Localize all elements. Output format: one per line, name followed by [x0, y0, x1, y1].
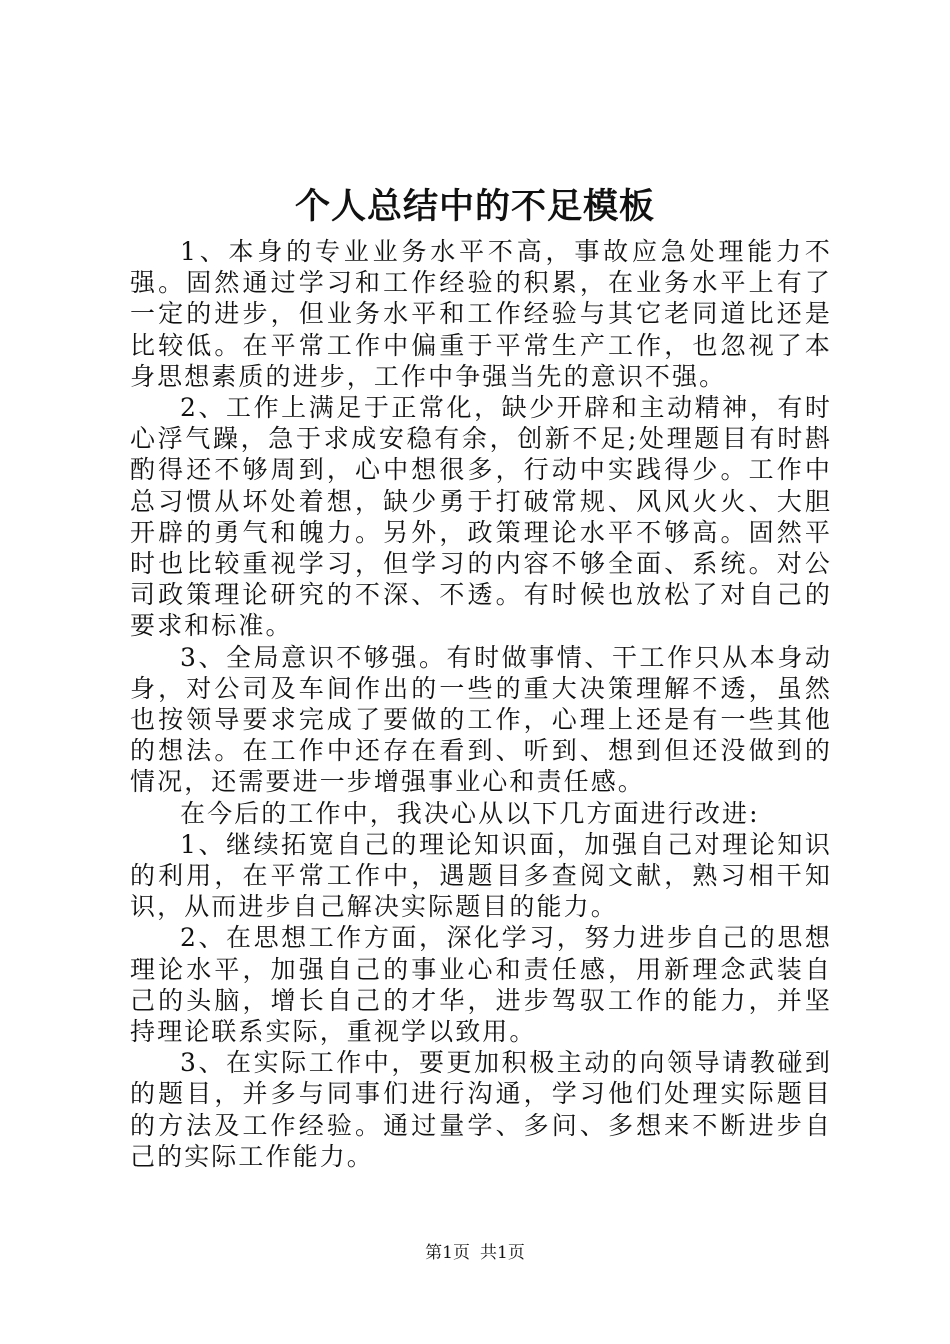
paragraph-shortcoming-1: 1、本身的专业业务水平不高，事故应急处理能力不强。固然通过学习和工作经验的积累，在业务水平上有了一定的进步，但业务水平和工作经验与其它老同道比还是比较低。在平常工作中偏重于平常生产工作，也忽视了本身思想素质的进步，工作中争强当先的意识不强。 — [130, 237, 832, 391]
paragraph-improvement-intro: 在今后的工作中，我决心从以下几方面进行改进: — [180, 798, 760, 828]
document-title: 个人总结中的不足模板 — [294, 186, 655, 227]
page-number-total: 共1页 — [480, 1243, 525, 1263]
page-number-current: 第1页 — [425, 1243, 470, 1263]
paragraph-shortcoming-3: 3、全局意识不够强。有时做事情、干工作只从本身动身，对公司及车间作出的一些的重大决策理解不透，虽然也按领导要求完成了要做的工作，心理上还是有一些其他的想法。在工作中还存在看到、听到、想到但还没做到的情况，还需要进一步增强事业心和责任感。 — [130, 642, 832, 797]
page-footer — [0, 1241, 950, 1265]
paragraph-improvement-1: 1、继续拓宽自己的理论知识面，加强自己对理论知识的利用，在平常工作中，遇题目多查阅文献，熟习相干知识，从而进步自己解决实际题目的能力。 — [130, 829, 832, 922]
paragraph-improvement-2: 2、在思想工作方面，深化学习，努力进步自己的思想理论水平，加强自己的事业心和责任感，用新理念武装自己的头脑，增长自己的才华，进步驾驭工作的能力，并坚持理论联系实际，重视学以致用。 — [130, 923, 832, 1047]
document-body — [130, 236, 832, 1172]
paragraph-shortcoming-2: 2、工作上满足于正常化，缺少开辟和主动精神，有时心浮气躁，急于求成安稳有余，创新不足;处理题目有时斟酌得还不够周到，心中想很多，行动中实践得少。工作中总习惯从坏处着想，缺少勇于打破常规、风风火火、大胆开辟的勇气和魄力。另外，政策理论水平不够高。固然平时也比较重视学习，但学习的内容不够全面、系统。对公司政策理论研究的不深、不透。有时候也放松了对自己的要求和标准。 — [130, 393, 832, 641]
paragraph-improvement-3: 3、在实际工作中，要更加积极主动的向领导请教碰到的题目，并多与同事们进行沟通，学习他们处理实际题目的方法及工作经验。通过量学、多问、多想来不断进步自己的实际工作能力。 — [130, 1048, 832, 1171]
